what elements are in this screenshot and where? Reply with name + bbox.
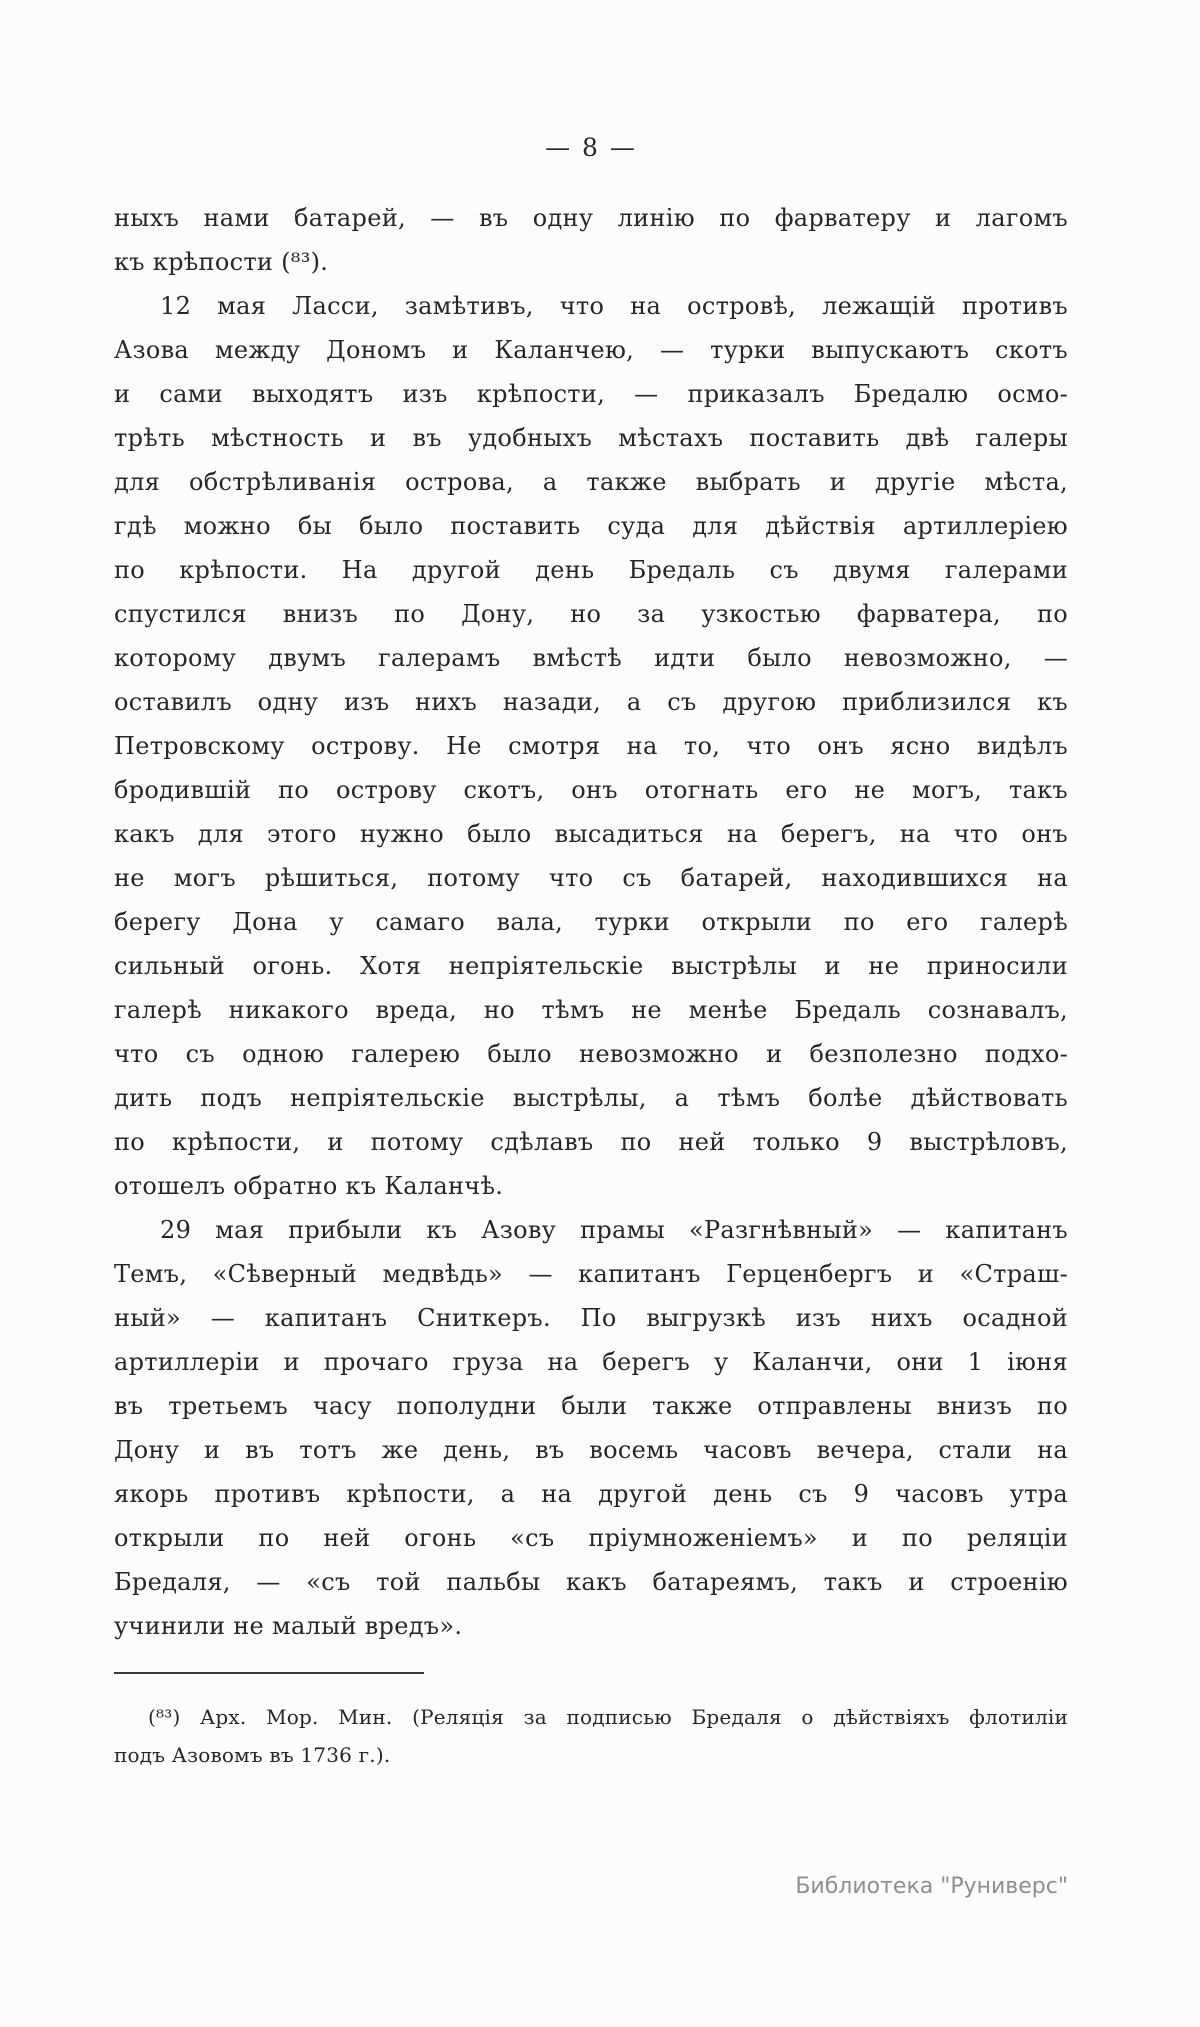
text-line: отошелъ обратно къ Каланчѣ. — [114, 1172, 504, 1200]
footnote-separator — [114, 1672, 424, 1674]
text-line: оставилъ одну изъ нихъ назади, а съ другою приблизился къ — [114, 688, 1068, 716]
main-text-block — [114, 196, 1068, 1648]
text-line: не могъ рѣшиться, потому что съ батарей, находившихся на — [114, 864, 1068, 892]
text-line: и сами выходятъ изъ крѣпости, — приказалъ Бредалю осмо- — [114, 380, 1068, 408]
text-line: по крѣпости. На другой день Бредаль съ двумя галерами — [114, 556, 1068, 584]
text-line: ныхъ нами батарей, — въ одну линію по фарватеру и лагомъ — [114, 204, 1068, 232]
text-line: гдѣ можно бы было поставить суда для дѣйствія артиллеріею — [114, 512, 1068, 540]
text-line: 29 мая прибыли къ Азову прамы «Разгнѣвный» — капитанъ — [160, 1216, 1068, 1244]
text-line: (⁸³) Арх. Мор. Мин. (Реляція за подписью Бредаля о дѣйствіяхъ флотиліи — [148, 1705, 1068, 1729]
text-line: галерѣ никакого вреда, но тѣмъ не менѣе Бредаль сознавалъ, — [114, 996, 1068, 1024]
text-line: для обстрѣливанія острова, а также выбрать и другіе мѣста, — [114, 468, 1068, 496]
text-line: бродившій по острову скотъ, онъ отогнать его не могъ, такъ — [114, 776, 1068, 804]
text-line: Дону и въ тотъ же день, въ восемь часовъ вечера, стали на — [114, 1436, 1068, 1464]
text-line: сильный огонь. Хотя непріятельскіе выстрѣлы и не приносили — [114, 952, 1068, 980]
text-line: въ третьемъ часу пополудни были также отправлены внизъ по — [114, 1392, 1068, 1420]
text-line: Бредаля, — «съ той пальбы какъ батареямъ, такъ и строенію — [114, 1568, 1068, 1596]
text-line: 12 мая Ласси, замѣтивъ, что на островѣ, лежащій противъ — [160, 292, 1068, 320]
text-line: какъ для этого нужно было высадиться на берегъ, на что онъ — [114, 820, 1068, 848]
paragraph — [114, 1208, 1068, 1648]
text-line: подъ Азовомъ въ 1736 г.). — [114, 1743, 391, 1767]
text-line: якорь противъ крѣпости, а на другой день съ 9 часовъ утра — [114, 1480, 1068, 1508]
text-line: по крѣпости, и потому сдѣлавъ по ней только 9 выстрѣловъ, — [114, 1128, 1068, 1156]
text-line: дить подъ непріятельскіе выстрѣлы, а тѣмъ болѣе дѣйствовать — [114, 1084, 1068, 1112]
text-line: которому двумъ галерамъ вмѣстѣ идти было невозможно, — — [114, 644, 1068, 672]
text-line: Петровскому острову. Не смотря на то, что онъ ясно видѣлъ — [114, 732, 1068, 760]
paragraph — [114, 196, 1068, 284]
text-line: Азова между Дономъ и Каланчею, — турки выпускаютъ скотъ — [114, 336, 1068, 364]
text-line: артиллеріи и прочаго груза на берегъ у Каланчи, они 1 іюня — [114, 1348, 1068, 1376]
text-line: что съ одною галерею было невозможно и безполезно подхо- — [114, 1040, 1068, 1068]
text-line: ный» — капитанъ Сниткеръ. По выгрузкѣ изъ нихъ осадной — [114, 1304, 1068, 1332]
footnote — [114, 1698, 1068, 1774]
text-line: трѣть мѣстность и въ удобныхъ мѣстахъ поставить двѣ галеры — [114, 424, 1068, 452]
paragraph — [114, 284, 1068, 1208]
text-line: открыли по ней огонь «съ пріумноженіемъ» и по реляціи — [114, 1524, 1068, 1552]
library-watermark: Библиотека "Руниверс" — [795, 1874, 1068, 1899]
text-line: спустился внизъ по Дону, но за узкостью фарватера, по — [114, 600, 1068, 628]
text-line: берегу Дона у самаго вала, турки открыли по его галерѣ — [114, 908, 1068, 936]
page-number: — 8 — — [545, 133, 637, 162]
text-line: учинили не малый вредъ». — [114, 1612, 463, 1640]
text-line: къ крѣпости (⁸³). — [114, 248, 329, 276]
text-line: Темъ, «Сѣверный медвѣдь» — капитанъ Герценбергъ и «Страш- — [114, 1260, 1068, 1288]
